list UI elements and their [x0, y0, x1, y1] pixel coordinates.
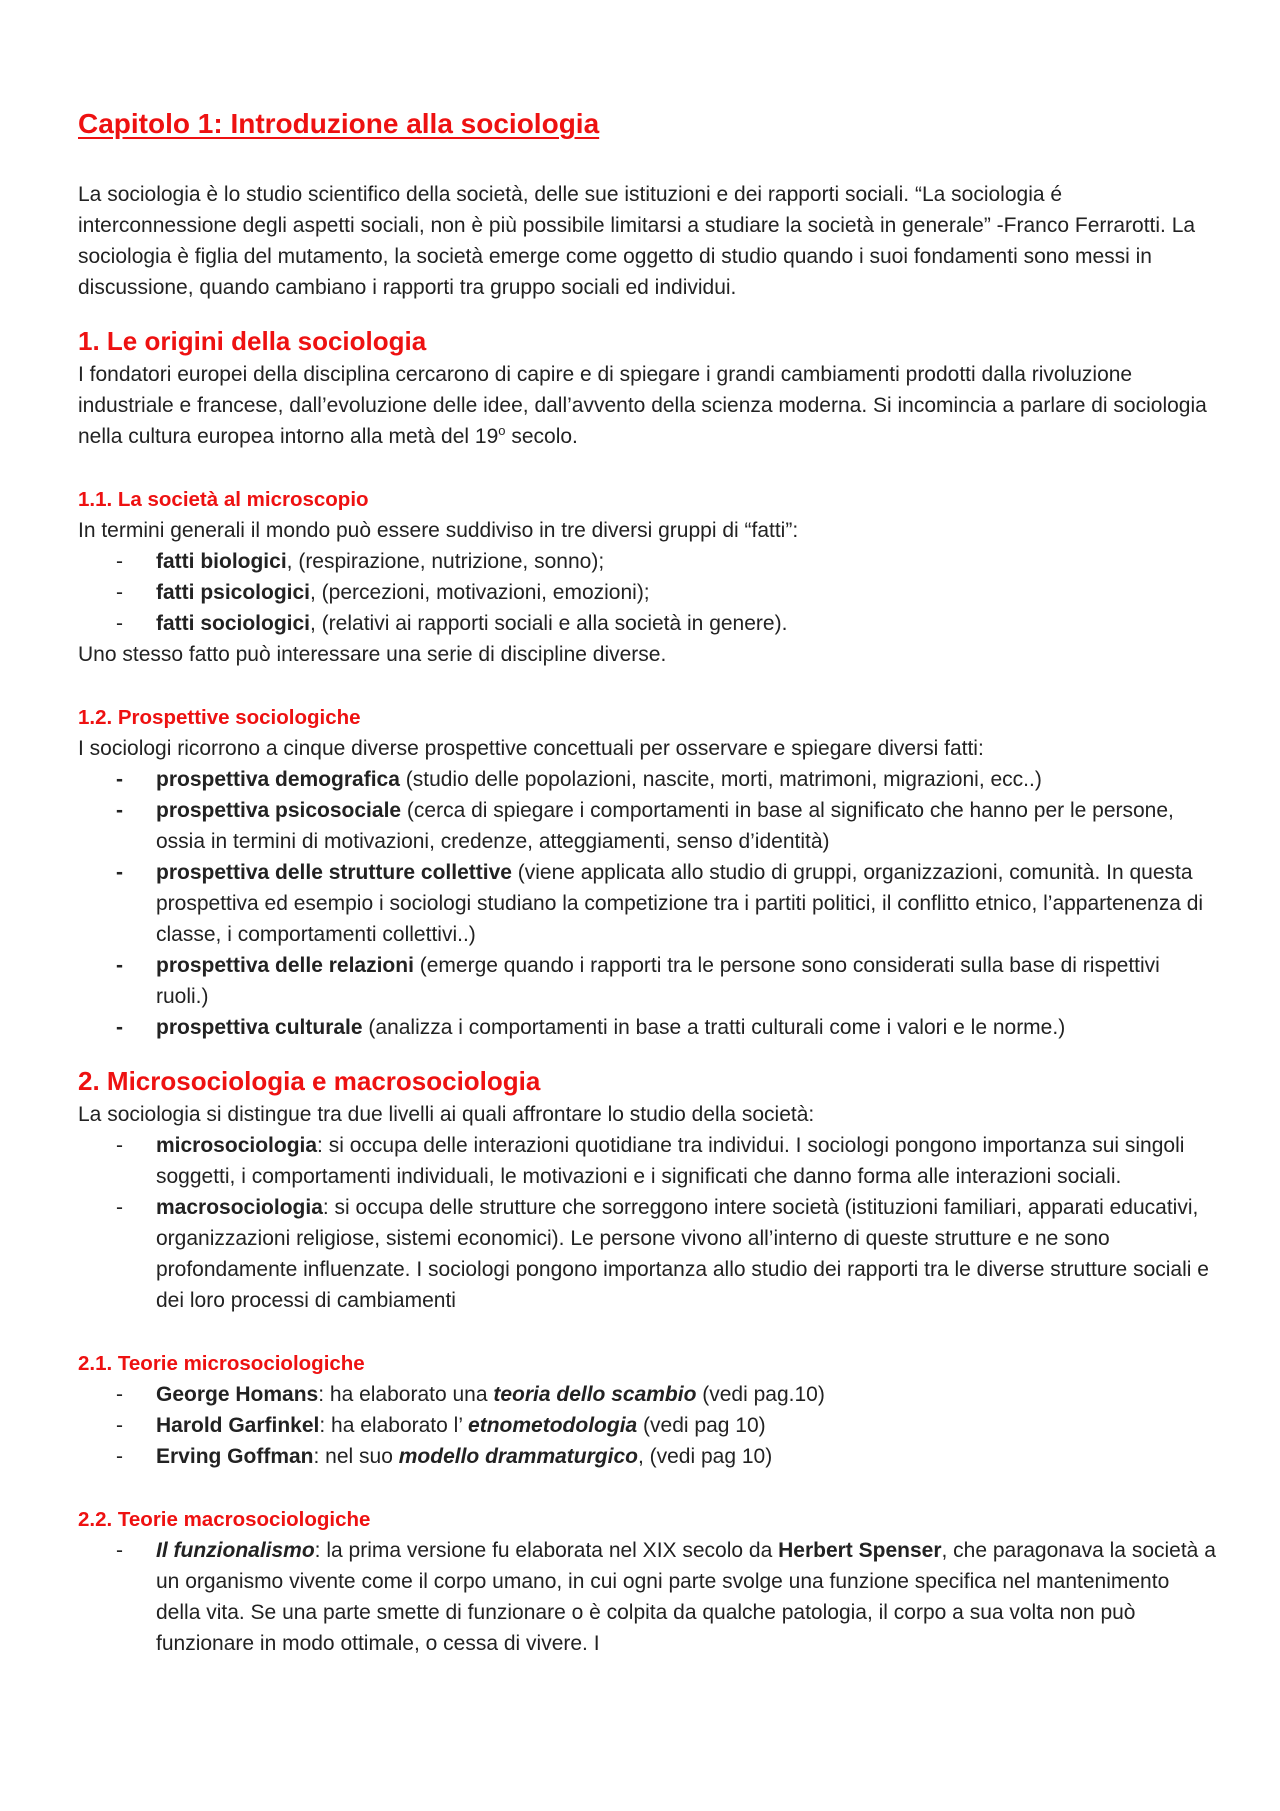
document-page [78, 105, 1218, 1659]
subsection-heading-2-1: 2.1. Teorie microsociologiche [78, 1352, 365, 1375]
chapter-title: Capitolo 1: Introduzione alla sociologia [78, 108, 600, 139]
list-item: - prospettiva culturale (analizza i comportamenti in base a tratti culturali come i valori e le norme.) [116, 1016, 1066, 1039]
subsection-1-2-intro: I sociologi ricorrono a cinque diverse prospettive concettuali per osservare e spiegare diversi fatti: [78, 737, 984, 760]
levels-list [78, 1130, 1218, 1316]
list-item: - microsociologia: si occupa delle interazioni quotidiane tra individui. I sociologi pongono importanza sui singoli soggetti, i comportamenti individuali, le motivazioni e i significati che danno forma alle interazioni sociali. [116, 1134, 1185, 1188]
list-item: - prospettiva demografica (studio delle popolazioni, nascite, morti, matrimoni, migrazioni, ecc..) [116, 768, 1042, 791]
list-item: - prospettiva psicosociale (cerca di spiegare i comportamenti in base al significato che hanno per le persone, ossia in termini di motivazioni, credenze, atteggiamenti, senso d’identità) [116, 799, 1174, 853]
list-item: - Erving Goffman: nel suo modello drammaturgico, (vedi pag 10) [116, 1445, 773, 1468]
facts-list [78, 546, 1218, 639]
list-item: - fatti sociologici, (relativi ai rapporti sociali e alla società in genere). [116, 612, 788, 635]
subsection-1-1-outro: Uno stesso fatto può interessare una serie di discipline diverse. [78, 643, 667, 666]
section-heading-2: 2. Microsociologia e macrosociologia [78, 1066, 541, 1096]
section-1-paragraph: I fondatori europei della disciplina cercarono di capire e di spiegare i grandi cambiamenti prodotti dalla rivoluzione industriale e francese, dall’evoluzione delle idee, dall’avvento della scienza moderna. Si incomincia a parlare di sociologia nella cultura europea intorno alla metà del 19$^o$ secolo. [78, 363, 1207, 448]
section-heading-1: 1. Le origini della sociologia [78, 326, 427, 356]
list-item: - Il funzionalismo: la prima versione fu elaborata nel XIX secolo da Herbert Spenser, che paragonava la società a un organismo vivente come il corpo umano, in cui ogni parte svolge una funzione specifica nel mantenimento della vita. Se una parte smette di funzionare o è colpita da qualche patologia, il corpo a sua volta non può funzionare in modo ottimale, o cessa di vivere. I [116, 1539, 1216, 1655]
list-item: - Harold Garfinkel: ha elaborato l’ etnometodologia (vedi pag 10) [116, 1414, 766, 1437]
subsection-heading-1-1: 1.1. La società al microscopio [78, 488, 369, 511]
micro-theories-list [78, 1379, 1218, 1472]
list-item: - macrosociologia: si occupa delle strutture che sorreggono intere società (istituzioni familiari, apparati educativi, organizzazioni religiose, sistemi economici). Le persone vivono all’interno di queste strutture e ne sono profondamente influenzate. I sociologi pongono importanza allo studio dei rapporti tra le diverse strutture sociali e dei loro processi di cambiamenti [116, 1196, 1209, 1312]
macro-theories-list [78, 1535, 1218, 1659]
list-item: - prospettiva delle relazioni (emerge quando i rapporti tra le persone sono considerati sulla base di rispettivi ruoli.) [116, 954, 1160, 1008]
intro-paragraph: La sociologia è lo studio scientifico della società, delle sue istituzioni e dei rapporti sociali. “La sociologia é interconnessione degli aspetti sociali, non è più possibile limitarsi a studiare la società in generale” -Franco Ferrarotti. La sociologia è figlia del mutamento, la società emerge come oggetto di studio quando i suoi fondamenti sono messi in discussione, quando cambiano i rapporti tra gruppo sociali ed individui. [78, 183, 1196, 299]
list-item: - fatti biologici, (respirazione, nutrizione, sonno); [116, 550, 605, 573]
subsection-heading-2-2: 2.2. Teorie macrosociologiche [78, 1508, 371, 1531]
subsection-heading-1-2: 1.2. Prospettive sociologiche [78, 706, 361, 729]
section-2-intro: La sociologia si distingue tra due livelli ai quali affrontare lo studio della società: [78, 1103, 815, 1126]
subsection-1-1-intro: In termini generali il mondo può essere suddiviso in tre diversi gruppi di “fatti”: [78, 519, 799, 542]
perspectives-list [78, 764, 1218, 1043]
list-item: - prospettiva delle strutture collettive (viene applicata allo studio di gruppi, organizzazioni, comunità. In questa prospettiva ed esempio i sociologi studiano la competizione tra i partiti politici, il conflitto etnico, l’appartenenza di classe, i comportamenti collettivi..) [116, 861, 1204, 946]
list-item: - George Homans: ha elaborato una teoria dello scambio (vedi pag.10) [116, 1383, 825, 1406]
list-item: - fatti psicologici, (percezioni, motivazioni, emozioni); [116, 581, 650, 604]
